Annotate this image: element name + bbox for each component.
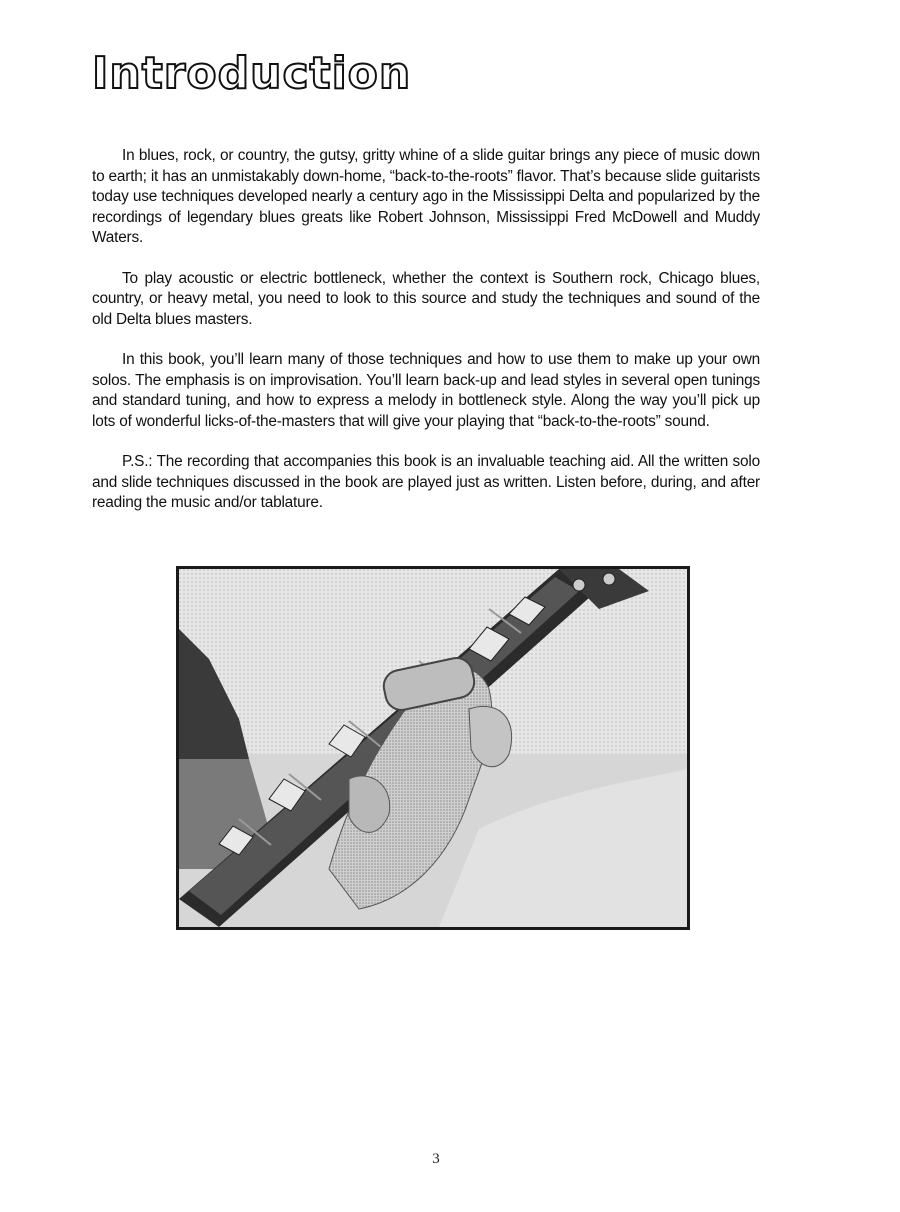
paragraph-3: In this book, you’ll learn many of those techniques and how to use them to make up your own solos. The emphasis is on improvisation. You’ll learn back-up and lead styles in several open tunings and standard tuning, and how to express a melody in bottleneck style. Along the way you’ll pick up lots of wonderful licks-of-the-masters that will give your playing that “back-to-the-roots” sound. (92, 351, 760, 430)
page-title: Introduction (92, 48, 412, 99)
guitar-slide-photo (176, 566, 690, 930)
intro-body (92, 146, 760, 534)
guitar-slide-illustration (179, 569, 687, 927)
page-number: 3 (432, 1151, 440, 1167)
paragraph-4: P.S.: The recording that accompanies this book is an invaluable teaching aid. All the written solo and slide techniques discussed in the book are played just as written. Listen before, during, and after reading the music and/or tablature. (92, 453, 760, 511)
paragraph-2: To play acoustic or electric bottleneck, whether the context is Southern rock, Chicago blues, country, or heavy metal, you need to look to this source and study the techniques and sound of the old Delta blues masters. (92, 269, 760, 328)
paragraph-1: In blues, rock, or country, the gutsy, gritty whine of a slide guitar brings any piece of music down to earth; it has an unmistakably down-home, “back-to-the-roots” flavor. That’s because slide guitarists today use techniques developed nearly a century ago in the Mississippi Delta and popularized by the recordings of legendary blues greats like Robert Johnson, Mississippi Fred McDowell and Muddy Waters. (92, 147, 760, 246)
